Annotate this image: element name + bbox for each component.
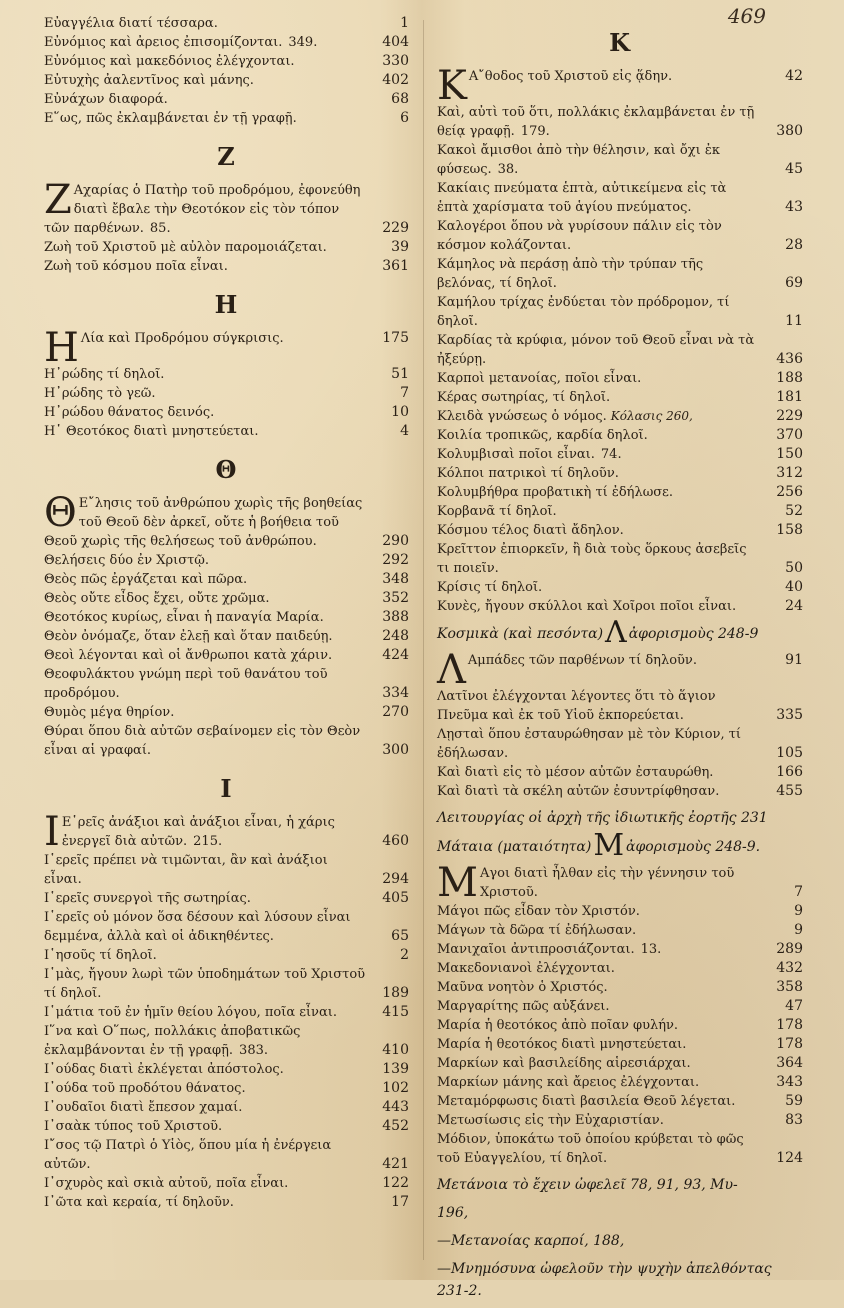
page-reference: 270 <box>382 704 409 720</box>
entry-text: Ζωὴ τοῦ Χριστοῦ μὲ αὐλὸν παρομοιάζεται. <box>44 240 327 255</box>
index-entry <box>44 490 409 551</box>
secondary-reference: 179. <box>520 124 550 139</box>
entry-text: Κολυμβισαὶ ποῖοι εἶναι. <box>437 447 595 462</box>
index-entry <box>44 1079 409 1098</box>
page-reference: 11 <box>785 313 803 329</box>
page-reference: 50 <box>785 560 803 576</box>
entry-text: Μαργαρίτης πῶς αὐξάνει. <box>437 999 610 1014</box>
index-entry <box>44 1193 409 1212</box>
entry-text: Θεοὶ λέγονται καὶ οἱ ἄνθρωποι κατὰ χάριν. <box>44 648 333 663</box>
entry-text: Μαρκίων μάνης καὶ ἄρειος ἐλέγχονται. <box>437 1075 700 1090</box>
secondary-reference: 38. <box>497 162 519 177</box>
index-entry <box>437 217 803 255</box>
index-entry <box>437 521 803 540</box>
entry-text: Θύραι ὅπου διὰ αὐτῶν σεβαίνομεν εἰς τὸν Θεὸν εἶναι αἱ γραφαί. <box>44 724 361 758</box>
entry-text: Λία καὶ Προδρόμου σύγκρισις. <box>80 331 284 346</box>
entry-text: Ε῾ρεῖς ἀνάξιοι καὶ ἀνάξιοι εἶναι, ἡ χάρις ἐνεργεῖ διὰ αὐτῶν. <box>61 815 335 849</box>
index-entry <box>437 959 803 978</box>
index-entry <box>44 90 409 109</box>
page-reference: 436 <box>776 351 803 367</box>
index-entry <box>437 647 803 693</box>
page-reference: 59 <box>785 1093 803 1109</box>
page-reference: 188 <box>776 370 803 386</box>
entry-text: Ι῾ησοῦς τί δηλοῖ. <box>44 948 157 963</box>
section-letter: K <box>609 28 631 57</box>
entry-text: Κέρας σωτηρίας, τί δηλοῖ. <box>437 390 611 405</box>
index-entry <box>437 921 803 940</box>
entry-text: Θεοτόκος κυρίως, εἶναι ἡ παναγία Μαρία. <box>44 610 324 625</box>
secondary-reference: 383. <box>239 1043 268 1058</box>
handwritten-note-m <box>437 828 803 863</box>
index-entry <box>437 540 803 578</box>
entry-text: Μαρία ἡ θεοτόκος ἀπὸ ποῖαν φυλήν. <box>437 1018 679 1033</box>
index-entry <box>44 384 409 403</box>
entry-text: Αμπάδες τῶν παρθένων τί δηλοῦν. <box>467 653 697 668</box>
page-reference: 4 <box>400 423 409 439</box>
initial-capital: Λ <box>437 647 466 693</box>
page-reference: 43 <box>785 199 803 215</box>
entry-text: Κορβανᾶ τί δηλοῖ. <box>437 504 557 519</box>
entry-text: Μόδιον, ὑποκάτω τοῦ ὁποίου κρύβεται τὸ φῶς τοῦ Εὐαγγελίου, τί δηλοῖ. <box>437 1132 744 1166</box>
page-reference: 45 <box>785 161 803 177</box>
index-entry <box>437 388 803 407</box>
index-entry <box>437 255 803 293</box>
index-entry <box>437 1092 803 1111</box>
initial-capital: I <box>44 809 60 855</box>
index-entry <box>437 502 803 521</box>
entry-text: Εὐαγγέλια διατί τέσσαρα. <box>44 16 218 31</box>
page-reference: 452 <box>382 1118 409 1134</box>
index-entry <box>44 908 409 946</box>
secondary-reference: 85. <box>149 221 171 236</box>
index-entry <box>44 177 409 238</box>
index-entry <box>437 1073 803 1092</box>
page-reference: 150 <box>776 446 803 462</box>
page-reference: 189 <box>382 985 409 1001</box>
index-entry <box>44 965 409 1003</box>
index-entry <box>44 52 409 71</box>
index-entry <box>437 597 803 616</box>
section-letter: Λ <box>605 615 627 650</box>
page-reference: 181 <box>776 389 803 405</box>
entry-text: Μεταμόρφωσις διατὶ βασιλεία Θεοῦ λέγεται. <box>437 1094 736 1109</box>
page-reference: 7 <box>794 884 803 900</box>
handwritten-text: ἀφορισμοὺς 248-9 <box>628 626 759 642</box>
index-entry <box>437 407 803 426</box>
index-entry <box>44 851 409 889</box>
page-reference: 415 <box>382 1004 409 1020</box>
entry-text: Καμήλου τρίχας ἐνδύεται τὸν πρόδρομον, τί δηλοῖ. <box>437 295 730 329</box>
page-reference: 9 <box>794 922 803 938</box>
page-reference: 24 <box>785 598 803 614</box>
entry-text: Μάγων τὰ δῶρα τί ἐδήλωσαν. <box>437 923 637 938</box>
index-entry <box>437 1054 803 1073</box>
initial-capital: Θ <box>44 490 77 536</box>
page-reference: 312 <box>776 465 803 481</box>
entry-text: Η᾿ρώδης τί δηλοῖ. <box>44 367 165 382</box>
entry-text: Ι῾ερεῖς συνεργοὶ τῆς σωτηρίας. <box>44 891 251 906</box>
page-reference: 330 <box>382 53 409 69</box>
right-column <box>437 14 803 1308</box>
page-reference: 178 <box>776 1036 803 1052</box>
page-reference: 166 <box>776 764 803 780</box>
entry-text: Ι᾿ουδαῖοι διατὶ ἔπεσον χαμαί. <box>44 1100 243 1115</box>
index-entry <box>437 141 803 179</box>
handwritten-note-l: Λειτουργίας οἱ ἀρχὴ τῆς ἰδιωτικῆς ἐορτῆς 231 <box>437 810 768 826</box>
initial-capital: M <box>437 860 478 906</box>
index-entry <box>44 238 409 257</box>
page-reference: 1 <box>400 15 409 31</box>
entry-text: Ι῾ερεῖς οὐ μόνον ὅσα δέσουν καὶ λύσουν εἶναι δεμμένα, ἀλλὰ καὶ οἱ ἀδικηθέντες. <box>44 910 351 944</box>
index-entry <box>44 627 409 646</box>
handwritten-note: Κόλασις 260, <box>610 409 693 423</box>
page-reference: 175 <box>382 330 409 346</box>
page-reference: 424 <box>382 647 409 663</box>
index-entry <box>44 608 409 627</box>
entry-text: Κρεῖττον ἐπιορκεῖν, ἢ διὰ τοὺς ὅρκους ἀσεβεῖς τι ποιεῖν. <box>437 542 747 576</box>
page-reference: 229 <box>776 408 803 424</box>
entry-text: Μάγοι πῶς εἶδαν τὸν Χριστόν. <box>437 904 640 919</box>
page-reference: 455 <box>776 783 803 799</box>
index-entry <box>437 1111 803 1130</box>
page-reference: 229 <box>382 220 409 236</box>
index-entry <box>44 570 409 589</box>
entry-text: Καρδίας τὰ κρύφια, μόνον τοῦ Θεοῦ εἶναι νὰ τὰ ἠξεύρῃ. <box>437 333 755 367</box>
index-entry <box>437 1035 803 1054</box>
index-entry <box>437 63 803 109</box>
page-reference: 17 <box>391 1194 409 1210</box>
index-entry <box>437 687 803 725</box>
entry-text: Κρίσις τί δηλοῖ. <box>437 580 543 595</box>
entry-text: Ε῎λησις τοῦ ἀνθρώπου χωρὶς τῆς βοηθείας τοῦ Θεοῦ δὲν ἀρκεῖ, οὔτε ἡ βοήθεια τοῦ Θεοῦ χωρὶς τῆς θελήσεως τοῦ ἀνθρώπου. <box>44 496 363 549</box>
index-entry <box>44 422 409 441</box>
initial-capital: Z <box>44 177 72 223</box>
entry-text: Καὶ διατὶ τὰ σκέλη αὐτῶν ἐσυντρίφθησαν. <box>437 784 720 799</box>
page-reference: 7 <box>400 385 409 401</box>
index-entry <box>44 703 409 722</box>
handwritten-text: ἀφορισμοὺς 248-9. <box>626 839 761 855</box>
index-entry <box>44 365 409 384</box>
entry-text: Ι῞να καὶ Ο῞πως, πολλάκις ἀποβατικῶς ἐκλαμβάνονται ἐν τῇ γραφῇ. <box>44 1024 301 1058</box>
page-reference: 404 <box>382 34 409 50</box>
page-reference: 122 <box>382 1175 409 1191</box>
index-entry <box>437 179 803 217</box>
index-entry <box>44 722 409 760</box>
secondary-reference: 349. <box>288 35 318 50</box>
page-reference: 52 <box>785 503 803 519</box>
index-entry <box>437 902 803 921</box>
page-reference: 370 <box>776 427 803 443</box>
page-reference: 51 <box>391 366 409 382</box>
entry-text: Ι῾ερεῖς πρέπει νὰ τιμῶνται, ἂν καὶ ἀνάξιοι εἶναι. <box>44 853 328 887</box>
page-reference: 292 <box>382 552 409 568</box>
handwritten-note-end: Μετάνοια τὸ ἔχειν ὠφελεῖ 78, 91, 93, Μυ- <box>437 1177 738 1193</box>
page-reference: 348 <box>382 571 409 587</box>
index-entry <box>44 1098 409 1117</box>
index-entry <box>437 997 803 1016</box>
index-entry <box>437 293 803 331</box>
entry-text: Ζωὴ τοῦ κόσμου ποῖα εἶναι. <box>44 259 228 274</box>
index-entry <box>437 483 803 502</box>
entry-text: Καρποὶ μετανοίας, ποῖοι εἶναι. <box>437 371 642 386</box>
index-entry <box>437 1130 803 1168</box>
page-reference: 158 <box>776 522 803 538</box>
initial-capital: H <box>44 325 79 371</box>
entry-text: Λῃσταὶ ὅπου ἐσταυρώθησαν μὲ τὸν Κύριον, τί ἐδήλωσαν. <box>437 727 742 761</box>
index-entry <box>44 257 409 276</box>
index-entry <box>437 464 803 483</box>
entry-text: Α῎θοδος τοῦ Χριστοῦ εἰς ᾅδην. <box>468 69 673 84</box>
page-reference: 2 <box>400 947 409 963</box>
entry-text: Μαῦνα νοητὸν ὁ Χριστός. <box>437 980 608 995</box>
entry-text: Μετωσίωσις εἰς τὴν Εὐχαριστίαν. <box>437 1113 664 1128</box>
page-reference: 388 <box>382 609 409 625</box>
entry-text: Ι᾿σχυρὸς καὶ σκιὰ αὐτοῦ, ποῖα εἶναι. <box>44 1176 289 1191</box>
page-reference: 9 <box>794 903 803 919</box>
entry-text: Η᾿ρώδης τὸ γεῶ. <box>44 386 156 401</box>
entry-text: Ι῾μάτια τοῦ ἐν ἡμῖν θείου λόγου, ποῖα εἶναι. <box>44 1005 337 1020</box>
entry-text: Εὐνόμιος καὶ μακεδόνιος ἐλέγχονται. <box>44 54 295 69</box>
secondary-reference: 215. <box>193 834 223 849</box>
index-entry <box>437 103 803 141</box>
page-reference: 364 <box>776 1055 803 1071</box>
entry-text: Καὶ διατὶ εἰς τὸ μέσον αὐτῶν ἐσταυρώθη. <box>437 765 714 780</box>
page-reference: 102 <box>382 1080 409 1096</box>
entry-text: Αχαρίας ὁ Πατὴρ τοῦ προδρόμου, ἐφονεύθη διατὶ ἔβαλε τὴν Θεοτόκον εἰς τὸν τόπον τῶν παρθένων. <box>44 183 361 236</box>
index-entry <box>44 889 409 908</box>
entry-text: Θυμὸς μέγα θηρίον. <box>44 705 175 720</box>
page-reference: 69 <box>785 275 803 291</box>
page-reference: 300 <box>382 742 409 758</box>
entry-text: Ι᾿ούδας διατὶ ἐκλέγεται ἀπόστολος. <box>44 1062 284 1077</box>
index-entry <box>437 978 803 997</box>
entry-text: Κάμηλος νὰ περάσῃ ἀπὸ τὴν τρύπαν τῆς βελόνας, τί δηλοῖ. <box>437 257 704 291</box>
index-entry <box>44 403 409 422</box>
entry-text: Ι᾿σαὰκ τύπος τοῦ Χριστοῦ. <box>44 1119 223 1134</box>
entry-text: Η῾ Θεοτόκος διατὶ μνηστεύεται. <box>44 424 259 439</box>
entry-text: Κυνὲς, ἤγουν σκύλλοι καὶ Χοῖροι ποῖοι εἶναι. <box>437 599 737 614</box>
page-number: 469 <box>727 4 766 28</box>
index-entry <box>44 946 409 965</box>
handwritten-text: Κοσμικὰ (καὶ πεσόντα) <box>437 626 604 642</box>
page-reference: 256 <box>776 484 803 500</box>
index-entry <box>44 551 409 570</box>
page-reference: 47 <box>785 998 803 1014</box>
page-reference: 65 <box>391 928 409 944</box>
page-reference: 343 <box>776 1074 803 1090</box>
page-reference: 460 <box>382 833 409 849</box>
handwritten-note-end: —Μετανοίας καρποί, 188, <box>437 1233 625 1249</box>
index-entry <box>437 940 803 959</box>
index-entry <box>44 109 409 128</box>
index-entry <box>44 71 409 90</box>
page-reference: 83 <box>785 1112 803 1128</box>
page-reference: 380 <box>776 123 803 139</box>
index-entry <box>44 589 409 608</box>
index-entry <box>44 809 409 855</box>
page-reference: 6 <box>400 110 409 126</box>
entry-text: Ι῾μὰς, ἤγουν λωρὶ τῶν ὑποδημάτων τοῦ Χριστοῦ τί δηλοῖ. <box>44 967 366 1001</box>
page-reference: 124 <box>776 1150 803 1166</box>
handwritten-text: Μάταια (ματαιότητα) <box>437 839 592 855</box>
entry-text: Κόλποι πατρικοὶ τί δηλοῦν. <box>437 466 619 481</box>
index-entry <box>44 325 409 371</box>
page-reference: 352 <box>382 590 409 606</box>
index-entry <box>437 763 803 782</box>
column-divider <box>423 20 424 1260</box>
page-reference: 289 <box>776 941 803 957</box>
entry-text: Ι᾿ούδα τοῦ προδότου θάνατος. <box>44 1081 246 1096</box>
page-reference: 334 <box>382 685 409 701</box>
page-reference: 28 <box>785 237 803 253</box>
page-reference: 105 <box>776 745 803 761</box>
entry-text: Θεὸς πῶς ἐργάζεται καὶ πῶρα. <box>44 572 248 587</box>
initial-capital: K <box>437 63 467 109</box>
index-entry <box>437 426 803 445</box>
entry-text: Λατῖνοι ἐλέγχονται λέγοντες ὅτι τὸ ἅγιον Πνεῦμα καὶ ἐκ τοῦ Υἱοῦ ἐκπορεύεται. <box>437 689 716 723</box>
index-entry <box>437 369 803 388</box>
handwritten-note-k <box>437 615 803 650</box>
entry-text: Καλογέροι ὅπου νὰ γυρίσουν πάλιν εἰς τὸν κόσμον κολάζονται. <box>437 219 722 253</box>
entry-text: Μανιχαῖοι ἀντιπροσιάζονται. <box>437 942 635 957</box>
index-entry <box>44 1022 409 1060</box>
index-entry <box>437 725 803 763</box>
handwritten-note-end: —Μνημόσυνα ὠφελοῦν τὴν ψυχὴν ἀπελθόντας 231-2. <box>437 1261 772 1299</box>
page-reference: 68 <box>391 91 409 107</box>
section-letter: I <box>220 774 233 803</box>
entry-text: Κόσμου τέλος διατὶ ἄδηλον. <box>437 523 624 538</box>
entry-text: Καὶ, αὐτὶ τοῦ ὅτι, πολλάκις ἐκλαμβάνεται ἐν τῇ θείᾳ γραφῇ. <box>437 105 755 139</box>
entry-text: Κολυμβήθρα προβατικὴ τί ἐδήλωσε. <box>437 485 674 500</box>
entry-text: Κακίαις πνεύματα ἑπτὰ, αὐτικείμενα εἰς τὰ ἑπτὰ χαρίσματα τοῦ ἁγίου πνεύματος. <box>437 181 727 215</box>
entry-text: Ι῎σος τῷ Πατρὶ ὁ Υἱὸς, ὅπου μία ἡ ἐνέργεια αὐτῶν. <box>44 1138 332 1172</box>
section-letter: Z <box>217 142 236 171</box>
entry-text: Κοιλία τροπικῶς, καρδία δηλοῖ. <box>437 428 648 443</box>
entry-text: Η᾿ρώδου θάνατος δεινός. <box>44 405 215 420</box>
page-reference: 402 <box>382 72 409 88</box>
page-reference: 290 <box>382 533 409 549</box>
index-entry <box>437 1016 803 1035</box>
page-reference: 248 <box>382 628 409 644</box>
page-reference: 10 <box>391 404 409 420</box>
index-entry <box>437 860 803 906</box>
page-reference: 39 <box>391 239 409 255</box>
index-entry <box>44 1060 409 1079</box>
entry-text: Ι᾿ῶτα καὶ κεραία, τί δηλοῦν. <box>44 1195 234 1210</box>
index-entry <box>44 646 409 665</box>
index-entry <box>44 14 409 33</box>
entry-text: Κλειδὰ γνώσεως ὁ νόμος. <box>437 409 607 424</box>
secondary-reference: 13. <box>640 942 662 957</box>
index-entry <box>44 665 409 703</box>
entry-text: Εὐνάχων διαφορά. <box>44 92 168 107</box>
left-column <box>44 14 409 1212</box>
page-reference: 443 <box>382 1099 409 1115</box>
entry-text: Θελήσεις δύο ἐν Χριστῷ. <box>44 553 210 568</box>
page-reference: 432 <box>776 960 803 976</box>
index-entry <box>44 1136 409 1174</box>
index-entry <box>437 578 803 597</box>
page-reference: 358 <box>776 979 803 995</box>
page-reference: 294 <box>382 871 409 887</box>
page-reference: 178 <box>776 1017 803 1033</box>
page-reference: 421 <box>382 1156 409 1172</box>
index-entry <box>44 1003 409 1022</box>
page-reference: 91 <box>785 652 803 668</box>
entry-text: Μακεδονιανοὶ ἐλέγχονται. <box>437 961 615 976</box>
index-entry <box>437 445 803 464</box>
index-entry <box>437 331 803 369</box>
section-letter: M <box>593 828 625 863</box>
page-reference: 405 <box>382 890 409 906</box>
section-letter: H <box>214 290 239 319</box>
index-entry <box>437 782 803 801</box>
entry-text: Θεὸν ὀνόμαζε, ὅταν ἐλεῇ καὶ ὅταν παιδεύῃ. <box>44 629 333 644</box>
handwritten-note-end: 196, <box>437 1205 469 1221</box>
index-entry <box>44 33 409 52</box>
index-entry <box>44 1117 409 1136</box>
secondary-reference: 74. <box>600 447 622 462</box>
entry-text: Θεοφυλάκτου γνώμη περὶ τοῦ θανάτου τοῦ προδρόμου. <box>44 667 328 701</box>
section-letter: Θ <box>215 455 238 484</box>
entry-text: Αγοι διατὶ ἦλθαν εἰς τὴν γέννησιν τοῦ Χριστοῦ. <box>479 866 735 900</box>
page-reference: 410 <box>382 1042 409 1058</box>
entry-text: Μαρία ἡ θεοτόκος διατὶ μνηστεύεται. <box>437 1037 687 1052</box>
page-reference: 335 <box>776 707 803 723</box>
page-reference: 42 <box>785 68 803 84</box>
page-reference: 40 <box>785 579 803 595</box>
entry-text: Κακοὶ ἄμισθοι ἀπὸ τὴν θέλησιν, καὶ ὄχι ἐκ φύσεως. <box>437 143 720 177</box>
entry-text: Μαρκίων καὶ βασιλείδης αἱρεσιάρχαι. <box>437 1056 691 1071</box>
page-reference: 139 <box>382 1061 409 1077</box>
page-reference: 361 <box>382 258 409 274</box>
entry-text: Ε῞ως, πῶς ἐκλαμβάνεται ἐν τῇ γραφῇ. <box>44 111 297 126</box>
entry-text: Θεὸς οὔτε εἶδος ἔχει, οὔτε χρῶμα. <box>44 591 270 606</box>
entry-text: Εὐτυχὴς ἀαλεντῖνος καὶ μάνης. <box>44 73 254 88</box>
index-entry <box>44 1174 409 1193</box>
entry-text: Εὐνόμιος καὶ ἀρειος ἐπισομίζονται. <box>44 35 283 50</box>
